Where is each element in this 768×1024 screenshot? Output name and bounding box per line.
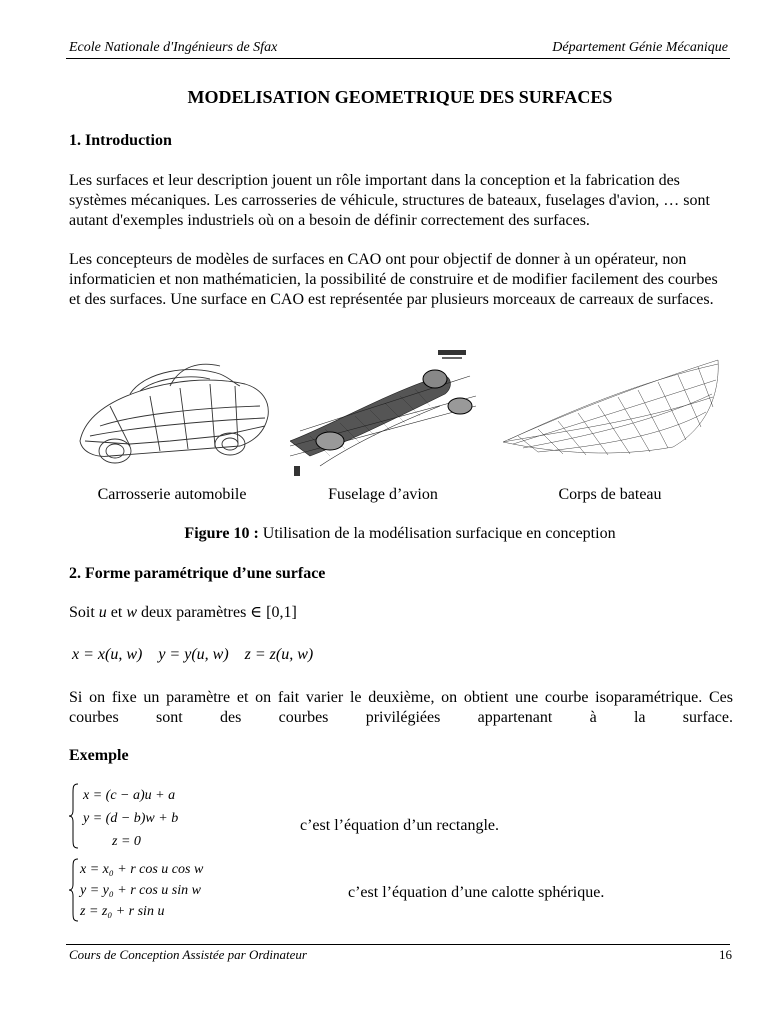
- footer-course: Cours de Conception Assistée par Ordinateur: [69, 947, 307, 962]
- soit-prefix: Soit: [69, 604, 99, 621]
- boat-hull-image: [498, 352, 723, 462]
- param-w: w: [126, 604, 138, 621]
- parametric-equation: x = x(u, w) y = y(u, w) z = z(u, w): [72, 646, 314, 663]
- figure-text: Utilisation de la modélisation surfacique en conception: [258, 525, 616, 542]
- caption-boat-hull: Corps de bateau: [558, 486, 662, 503]
- sphere-brace-icon: [68, 858, 80, 922]
- section-1-heading: 1. Introduction: [69, 132, 172, 149]
- rectangle-brace-icon: [68, 783, 80, 849]
- intro-paragraph-1: Les surfaces et leur description jouent un rôle important dans la conception et la fabrication des systèmes mécaniques. Les carrosseries de véhicule, structures de bateaux, fuselages d'avion, … sont autant d'exemples industriels où on a besoin de définir correctement des surfaces.: [69, 172, 710, 229]
- header-school: Ecole Nationale d'Ingénieurs de Sfax: [69, 40, 278, 55]
- footer-rule: [66, 944, 730, 945]
- header-rule: [66, 58, 730, 59]
- aircraft-fuselage-image: [290, 346, 476, 484]
- et-word: et: [106, 604, 127, 621]
- sphere-eq-y: y = y₀ + r cos u sin w: [80, 883, 201, 898]
- page-number: 16: [719, 947, 732, 962]
- car-body-image: [70, 346, 274, 484]
- isoparametric-paragraph: Si on fixe un paramètre et on fait varier le deuxième, on obtient une courbe isoparamétrique. Ces courbes sont des courbes privilégiées appartenant à la surface.: [69, 689, 733, 726]
- page-title: MODELISATION GEOMETRIQUE DES SURFACES: [187, 87, 613, 107]
- sphere-description: c’est l’équation d’une calotte sphérique.: [348, 884, 605, 901]
- soit-suffix: deux paramètres ∈ [0,1]: [137, 604, 297, 621]
- header-department: Département Génie Mécanique: [552, 40, 728, 55]
- figure-label: Figure 10 :: [184, 525, 259, 542]
- figure-caption: [0, 525, 768, 543]
- parameters-statement: [69, 603, 733, 623]
- sphere-eq-z: z = z₀ + r sin u: [80, 904, 165, 919]
- caption-fuselage: Fuselage d’avion: [328, 486, 438, 503]
- intro-paragraph-2: Les concepteurs de modèles de surfaces en CAO ont pour objectif de donner à un opérateur, non informaticien et non mathématicien, la possibilité de construire et de modifier facilement des courbes et des surfaces. Une surface en CAO est représentée par plusieurs morceaux de carreaux de surfaces.: [69, 251, 718, 308]
- param-u: u: [98, 604, 107, 621]
- rectangle-eq-y: y = (d − b)w + b: [83, 811, 179, 826]
- sphere-eq-x: x = x₀ + r cos u cos w: [80, 862, 204, 877]
- example-heading: Exemple: [69, 747, 129, 764]
- rectangle-eq-z: z = 0: [112, 834, 141, 849]
- section-2-heading: 2. Forme paramétrique d’une surface: [69, 565, 326, 582]
- caption-car-body: Carrosserie automobile: [97, 486, 247, 503]
- rectangle-eq-x: x = (c − a)u + a: [83, 788, 176, 803]
- rectangle-description: c’est l’équation d’un rectangle.: [300, 817, 500, 834]
